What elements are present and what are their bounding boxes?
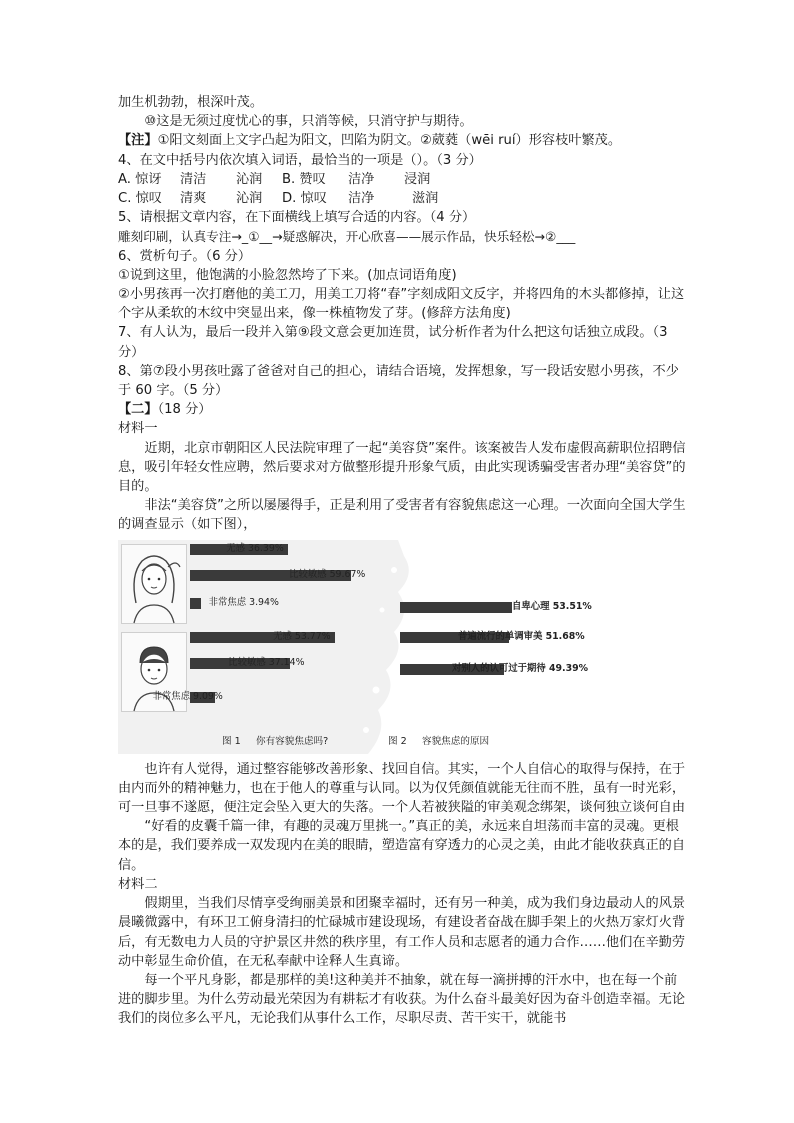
fig1-bar-label-1-0: 无感 53.77% (273, 630, 331, 642)
question-5-line: 雕刻印刷，认真专注→_①__→疑惑解决，开心欣喜——展示作品，快乐轻松→②___ (118, 229, 576, 245)
question-5-stem: 5、请根据文章内容，在下面横线上填写合适的内容。（4 分） (118, 210, 476, 226)
material-2-paragraph-2: 每一个平凡身影，都是那样的美!这种美并不抽象，就在每一滴拼搏的汗水中，也在每一个前进的脚步里。为什么劳动最光荣因为有耕耘才有收获。为什么奋斗最美好因为奋斗创造幸福。无论我们的岗位多么平凡，无论我们从事什么工作，尽职尽责、苦干实干，就能书 (118, 972, 686, 1027)
question-7: 7、有人认为，最后一段并入第⑨段文意会更加连贯，试分析作者为什么把这句话独立成段。（3 分） (118, 325, 668, 360)
fig1-bar-label-1-2: 非常焦虑 9.09% (152, 690, 223, 702)
figure-2-caption (388, 736, 489, 748)
option-d-word-1: D. 惊叹 (282, 191, 327, 207)
fig2-bar-0 (400, 602, 512, 613)
option-b-word-2: 洁净 (348, 171, 375, 187)
material-1-paragraph-4: “好看的皮囊千篇一律，有趣的灵魂万里挑一。”真正的美，永远来自坦荡而丰富的灵魂。更根本的是，我们要养成一双发现内在美的眼睛，塑造富有穿透力的心灵之美，由此才能收获真正的自信。 (118, 819, 686, 873)
question-4-options-row-2 (118, 189, 686, 208)
note-label: 【注】 (118, 133, 158, 149)
figure-1-title: 你有容貌焦虑吗? (256, 735, 329, 747)
figure-1-number: 图 1 (222, 735, 241, 747)
question-6-stem: 6、赏析句子。（6 分） (118, 248, 252, 264)
option-b-word-1: B. 赞叹 (282, 171, 326, 187)
paragraph-10: ⑩这是无须过度忧心的事，只消等候，只消守护与期待。 (144, 114, 473, 130)
fig2-bar-label-0: 自卑心理 53.51% (512, 600, 592, 612)
fig2-bar-label-2: 对别人的认可过于期待 49.39% (452, 662, 589, 674)
figure-1-caption (222, 736, 328, 748)
section-2-label: 【二】 (118, 402, 158, 418)
survey-figure (118, 540, 592, 754)
material-1-paragraph-3: 也许有人觉得，通过整容能够改善形象、找回自信。其实，一个人自信心的取得与保持，在于由内而外的精神魅力，也在于他人的尊重与认同。以为仅凭颜值就能无往而不胜，虽有一时光彩，可一旦事不遂愿，便注定会坠入更大的失落。一个人若被狭隘的审美观念绑架，谈何独立谈何自由 (118, 761, 686, 816)
text-line: 加生机勃勃，根深叶茂。 (118, 95, 264, 110)
option-c-word-3: 沁润 (236, 191, 263, 207)
question-6-sentence-2: ②小男孩再一次打磨他的美工刀，用美工刀将“春”字刻成阳文反字，并将四角的木头都修掉，让这个字从柔软的木纹中突显出来，像一株植物发了芽。(修辞方法角度) (118, 287, 685, 322)
material-1-paragraph-2: 非法“美容贷”之所以屡屡得手，正是利用了受害者有容貌焦虑这一心理。一次面向全国大学生的调查显示（如下图）， (118, 498, 686, 533)
option-a-word-2: 清洁 (180, 171, 207, 187)
fig1-bar-0-2 (190, 598, 201, 609)
option-d-word-3: 滋润 (412, 191, 439, 207)
material-2-title: 材料二 (118, 876, 158, 892)
option-c-word-1: C. 惊叹 (118, 191, 162, 207)
question-4-options-row-1 (118, 170, 686, 189)
fig1-bar-label-1-1: 比较敏感 37.14% (228, 656, 305, 668)
figure-2-number: 图 2 (388, 735, 407, 747)
option-c-word-2: 清爽 (180, 191, 207, 207)
section-2-score: （18 分） (157, 402, 212, 418)
question-8: 8、第⑦段小男孩吐露了爸爸对自己的担心，请结合语境，发挥想象，写一段话安慰小男孩，不少于 60 字。（5 分） (118, 363, 679, 399)
material-1-paragraph-1: 近期，北京市朝阳区人民法院审理了一起“美容贷”案件。该案被告人发布虚假高薪职位招聘信息，吸引年轻女性应聘，然后要求对方做整形提升形象气质，由此实现诱骗受害者办理“美容贷”的目的。 (118, 440, 686, 495)
question-4-stem: 4、在文中括号内依次填入词语，最恰当的一项是（）。（3 分） (118, 152, 482, 168)
option-a-word-3: 沁润 (236, 171, 263, 187)
option-b-word-3: 浸润 (404, 171, 431, 187)
question-6-sentence-1: ①说到这里，他饱满的小脸忽然垮了下来。(加点词语角度) (118, 267, 457, 283)
fig1-bar-label-0-1: 比较敏感 59.67% (289, 568, 366, 580)
option-d-word-2: 洁净 (348, 191, 375, 207)
female-portrait-icon (121, 544, 187, 624)
fig1-bar-label-0-0: 无感 36.39% (226, 542, 284, 554)
note-text: ①阳文刻面上文字凸起为阳文，凹陷为阴文。②葳蕤（wēi ruí）形容枝叶繁茂。 (157, 133, 622, 149)
fig1-bar-label-0-2: 非常焦虑 3.94% (208, 596, 279, 608)
fig2-bar-label-1: 普遍流行的单调审美 51.68% (458, 630, 585, 642)
figure-2-title: 容貌焦虑的原因 (422, 735, 490, 747)
exam-page (118, 93, 686, 1029)
option-a-word-1: A. 惊讶 (118, 171, 162, 187)
material-1-title: 材料一 (118, 421, 158, 437)
section-2-heading (118, 400, 686, 419)
note (118, 131, 686, 150)
material-2-paragraph-1: 假期里，当我们尽情享受绚丽美景和团聚幸福时，还有另一种美，成为我们身边最动人的风景晨曦微露中，有环卫工俯身清扫的忙碌城市建设现场，有建设者奋战在脚手架上的火热万家灯火背后，有无数电力人员的守护景区井然的秩序里，有工作人员和志愿者的通力合作……他们在辛勤劳动中彰显生命价值，在无私奉献中诠释人生真谛。 (118, 896, 686, 969)
